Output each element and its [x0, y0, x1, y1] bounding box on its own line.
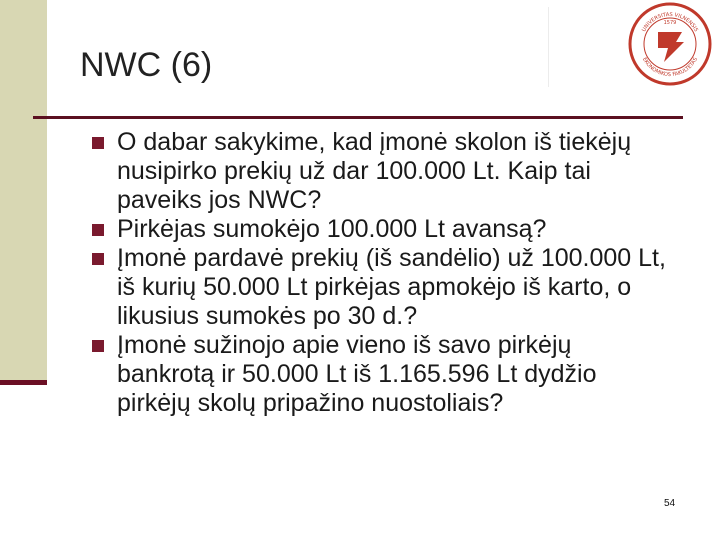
university-seal-icon	[628, 2, 712, 86]
bullet-item	[92, 244, 672, 331]
bullet-item	[92, 331, 672, 418]
bullet-square-icon	[92, 253, 104, 265]
bullet-item	[92, 128, 672, 215]
bullet-square-icon	[92, 137, 104, 149]
bullet-square-icon	[92, 224, 104, 236]
left-bar-accent	[0, 380, 47, 385]
bullet-text: Įmonė sužinojo apie vieno iš savo pirkėjų bankrotą ir 50.000 Lt iš 1.165.596 Lt dydžio pirkėjų skolų pripažino nuostoliais?	[117, 331, 597, 417]
logo-text-top: UNIVERSITAS VILNENSIS	[641, 11, 699, 33]
bullet-list	[92, 128, 672, 418]
title-divider	[33, 116, 683, 119]
bullet-text: Įmonė pardavė prekių (iš sandėlio) už 100.000 Lt, iš kurių 50.000 Lt pirkėjas apmokėjo iš karto, o likusius sumokės po 30 d.?	[117, 244, 666, 330]
logo-year: 1579	[663, 20, 677, 26]
bullet-text: O dabar sakykime, kad įmonė skolon iš tiekėjų nusipirko prekių už dar 100.000 Lt. Kaip tai paveiks jos NWC?	[117, 128, 632, 214]
bullet-text: Pirkėjas sumokėjo 100.000 Lt avansą?	[117, 215, 547, 243]
page-number: 54	[664, 498, 676, 509]
bullet-item	[92, 215, 672, 244]
slide-title: NWC (6)	[80, 46, 213, 84]
left-decorative-bar	[0, 0, 47, 384]
bullet-square-icon	[92, 340, 104, 352]
logo-text-bottom: EKONOMIKOS FAKULTETAS	[640, 56, 700, 79]
